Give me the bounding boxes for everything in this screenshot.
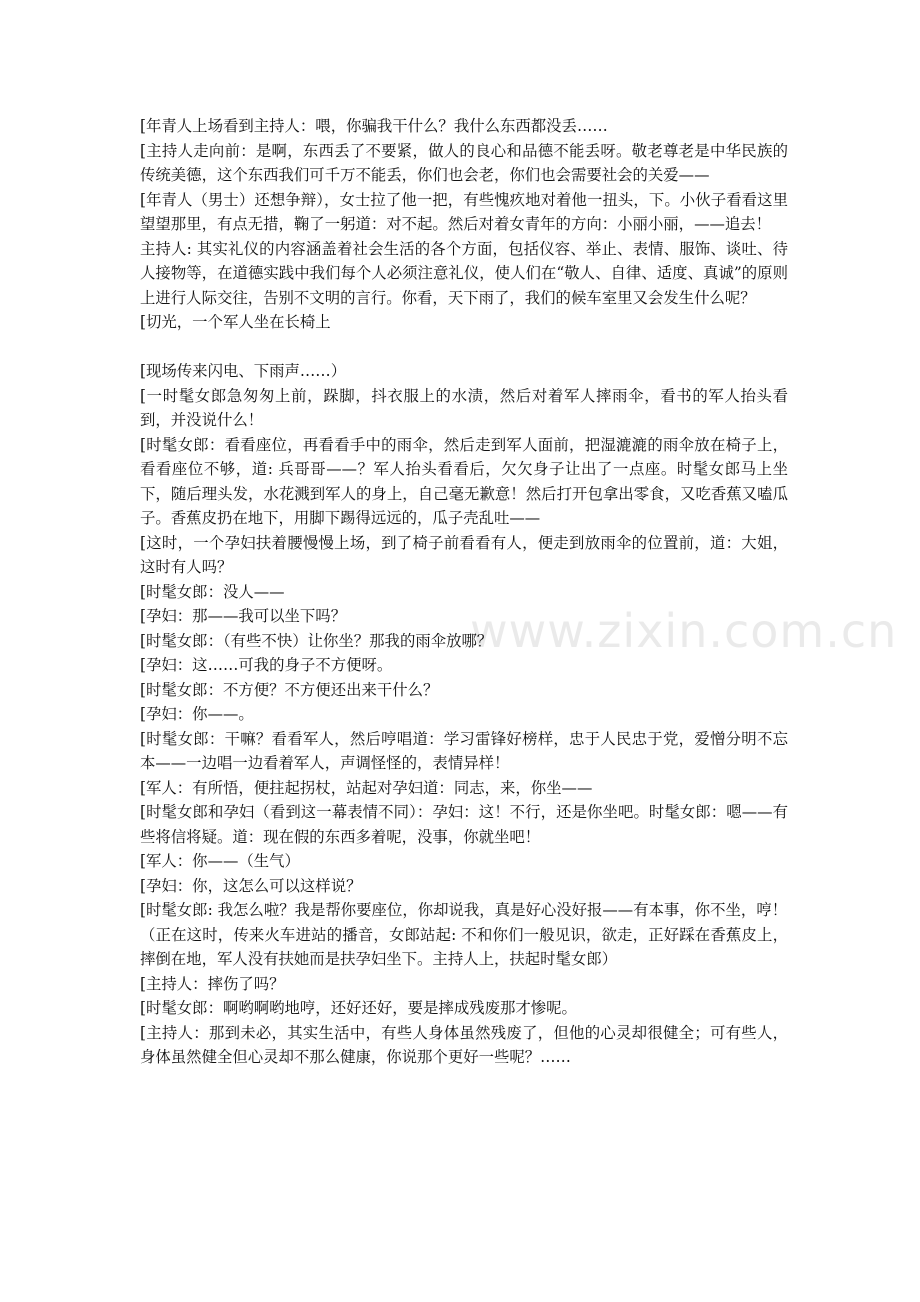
paragraph: [年青人上场看到主持人：喂，你骗我干什么？我什么东西都没丢……	[140, 117, 608, 135]
paragraph: [军人：你——（生气）	[140, 852, 300, 870]
paragraph: [主持人：那到未必，其实生活中，有些人身体虽然残废了，但他的心灵却很健全；可有些人，身体虽然健全但心灵却不那么健康，你说那个更好一些呢？……	[140, 1023, 788, 1066]
paragraph: （正在这时，传来火车进站的播音，女郎站起: 不和你们一般见识，欲走，正好踩在香蕉皮上，摔倒在地，军人没有扶她而是扶孕妇坐下。主持人上，扶起时髦女郎）	[140, 925, 788, 968]
paragraph: [孕妇：你——。	[140, 705, 254, 723]
paragraph: [时髦女郎：没人——	[140, 582, 285, 601]
blank-line	[140, 335, 788, 360]
paragraph: [切光，一个军人坐在长椅上	[140, 313, 331, 331]
paragraph: [时髦女郎和孕妇（看到这一幕表情不同）：孕妇：这！不行，还是你坐吧。时髦女郎：嗯——有些将信将疑。道：现在假的东西多着呢，没事，你就坐吧！	[140, 803, 788, 846]
paragraph: [时髦女郎：看看座位，再看看手中的雨伞，然后走到军人面前，把湿漉漉的雨伞放在椅子上，看看座位不够，道: 兵哥哥——？军人抬头看看后，欠欠身子让出了一点座。时髦女郎马上坐下，随后理头发，水花溅到军人的身上，自己毫无歉意！然后打开包拿出零食，又吃香蕉又嗑瓜子。香蕉皮扔在地下，用脚下踢得远远的，瓜子壳乱吐——	[140, 435, 788, 527]
watermark-text: www.zixin.com.cn	[470, 604, 898, 658]
paragraph: [孕妇：你，这怎么可以这样说？	[140, 876, 362, 895]
paragraph: [时髦女郎：不方便？不方便还出来干什么？	[140, 680, 439, 699]
paragraph: 主持人: 其实礼仪的内容涵盖着社会生活的各个方面，包括仪容、举止、表情、服饰、谈吐、待人接物等，在道德实践中我们每个人必须注意礼仪，使人们在“敬人、自律、适度、真诚”的原则上进行人际交往，告别不文明的言行。你看，天下雨了，我们的候车室里又会发生什么呢？	[140, 239, 788, 307]
paragraph: [一时髦女郎急匆匆上前，跺脚，抖衣服上的水渍，然后对着军人摔雨伞，看书的军人抬头看到，并没说什么！	[140, 386, 788, 429]
document-page	[140, 114, 788, 1070]
paragraph: [孕妇：那——我可以坐下吗？	[140, 607, 347, 625]
paragraph: [孕妇：这……可我的身子不方便呀。	[140, 656, 393, 674]
paragraph: [时髦女郎：（有些不快）让你坐？那我的雨伞放哪？	[140, 631, 493, 650]
paragraph: [现场传来闪电、下雨声……）	[140, 362, 347, 380]
paragraph: [主持人走向前：是啊，东西丢了不要紧，做人的良心和品德不能丢呀。敬老尊老是中华民族的传统美德，这个东西我们可千万不能丢，你们也会老，你们也会需要社会的关爱——	[140, 141, 788, 184]
paragraph: [主持人：摔伤了吗？	[140, 974, 285, 993]
paragraph: [军人：有所悟，便拄起拐杖，站起对孕妇道：同志，来，你坐——	[140, 778, 593, 797]
paragraph: [年青人（男士）还想争辩），女士拉了他一把，有些愧疚地对着他一扭头，下。小伙子看看这里望望那里，有点无措，鞠了一躬道：对不起。然后对着女青年的方向：小丽小丽，——追去！	[140, 190, 788, 233]
paragraph: [时髦女郎：啊哟啊哟地哼，还好还好，要是摔成残废那才惨呢。	[140, 999, 577, 1017]
paragraph: [时髦女郎：干嘛？看看军人，然后哼唱道：学习雷锋好榜样，忠于人民忠于党，爱憎分明不忘本——一边唱一边看着军人，声调怪怪的，表情异样！	[140, 729, 788, 772]
paragraph: [这时，一个孕妇扶着腰慢慢上场，到了椅子前看看有人，便走到放雨伞的位置前，道：大姐，这时有人吗？	[140, 533, 788, 576]
paragraph: [时髦女郎: 我怎么啦？我是帮你要座位，你却说我，真是好心没好报——有本事，你不坐，哼！	[140, 901, 788, 919]
